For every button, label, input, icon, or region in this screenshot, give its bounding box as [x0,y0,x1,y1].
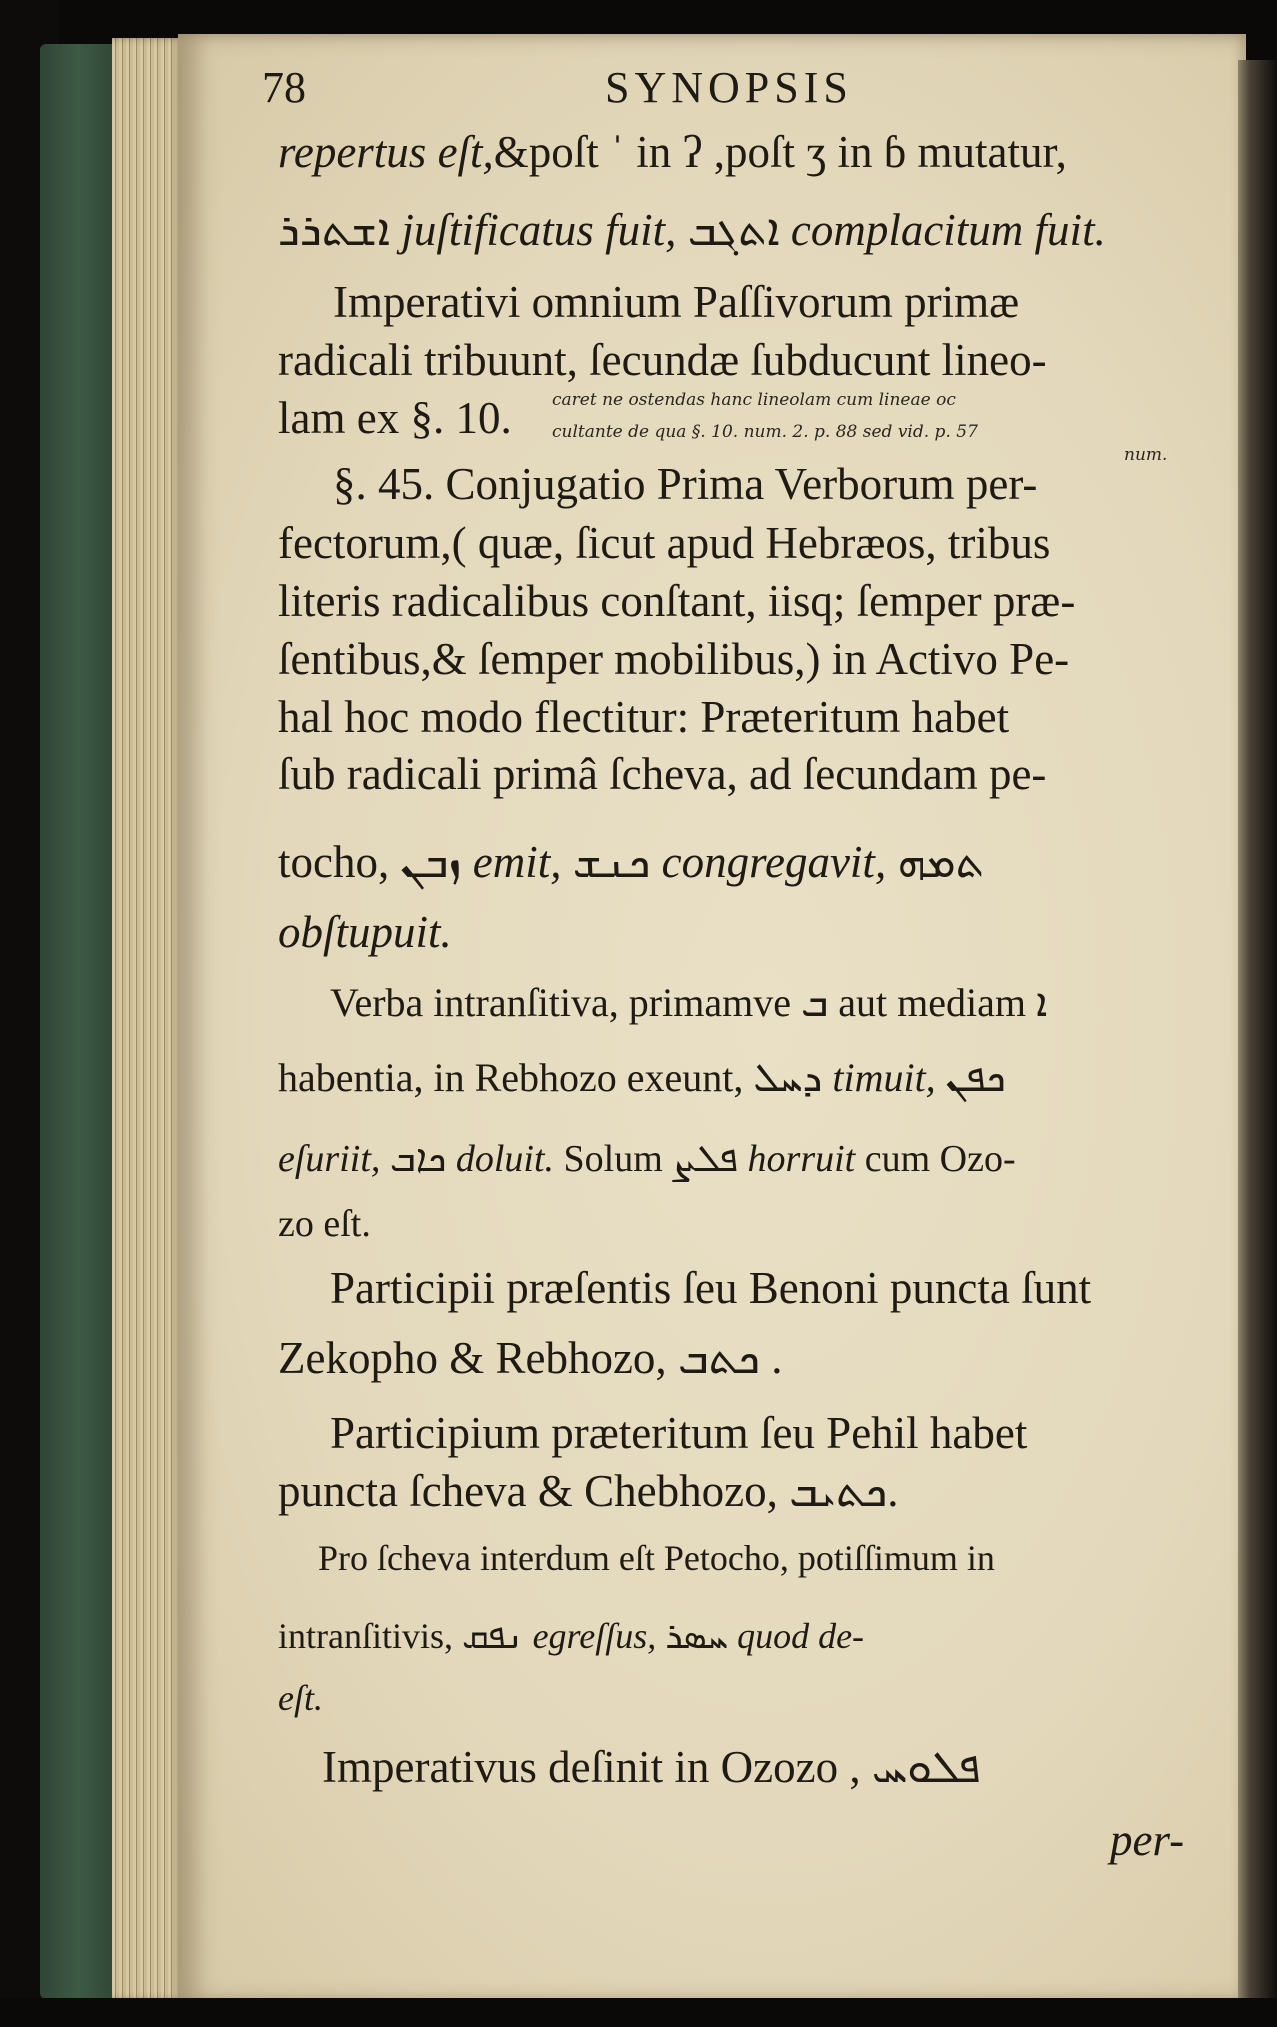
gloss: complacitum fuit. [779,205,1106,255]
syriac-word: ܐܬܓܒ [687,205,780,255]
line-12-roman: tocho, [278,837,401,887]
text-line-3: Imperativi omnium Paſſivorum primæ [333,277,1020,327]
text-line-9: ſentibus,& ſemper mobilibus,) in Activo Pe- [278,634,1070,684]
syriac-word: ܢܦܩ [462,1616,524,1656]
line-16-roman: Solum [554,1138,673,1180]
text-line-24: eſt. [278,1678,323,1718]
line-4-part-b: , ſecundæ ſubducunt lineo- [566,335,1047,385]
text-line-14: Verba intranſitiva, primamve ܒ aut mediam ܐ [330,980,1048,1025]
text-line-20: Participium præteritum ſeu Pehil habet [330,1408,1028,1458]
catchword: per- [1110,1815,1185,1865]
line-16-roman-end: cum Ozo- [855,1138,1016,1180]
gloss: quod de- [728,1616,865,1656]
syriac-word: ܟܬܒ [677,1333,760,1383]
text-line-21 [278,1466,899,1516]
syriac-word: ܟܬܝܒ [789,1466,888,1516]
syriac-word: ܚܣܪ [665,1616,729,1656]
line-19-end: . [759,1333,783,1383]
text-line-2 [278,205,1106,255]
text-line-5: lam ex §. 10. [278,393,512,443]
text-line-13: obſtupuit. [278,907,452,957]
syriac-word: ܦܠܘܚ [871,1742,981,1792]
text-line-4 [278,335,1047,385]
line-1-italic: repertus eſt, [278,127,494,177]
text-line-17: zo eſt. [278,1203,371,1245]
line-15-roman: habentia, in Rebhozo exeunt, [278,1055,754,1100]
syriac-word: ܕܚܠ [753,1055,823,1100]
text-line-1 [278,127,1067,177]
page-number: 78 [262,63,306,112]
text-line-18: Participii præſentis ſeu Benoni puncta ſunt [330,1263,1092,1313]
gloss: juſtificatus fuit, [390,205,688,255]
syriac-word: ܟܦܢ [945,1055,1006,1100]
syriac-word: ܬܡܗ [897,837,985,887]
line-1-roman: &poſt ˈ in ʔ ,poſt ʒ in ɓ mutatur, [493,127,1067,177]
page-gutter-shadow [1238,60,1277,2000]
syriac-word: ܙܒܢ [400,837,462,887]
text-line-8: literis radicalibus conſtant, iisq; ſemper præ- [278,576,1076,626]
syriac-word: ܟܐܒ [389,1138,447,1180]
text-line-25 [322,1742,981,1792]
text-line-23 [278,1618,864,1654]
text-line-22: Pro ſcheva interdum eſt Petocho, potiſſimum in [318,1538,995,1578]
text-line-16 [278,1140,1016,1178]
text-line-19 [278,1333,783,1383]
syriac-word: ܟܢܫ [572,837,651,887]
line-21-end: . [887,1466,899,1516]
page-stack-edge [112,38,184,2000]
section-heading-line: §. 45. Conjugatio Prima Verborum per- [333,459,1038,509]
text-line-11: ſub radicali primâ ſcheva, ad ſecundam pe- [278,749,1047,799]
gloss: horruit [738,1138,856,1180]
gloss: emit, [461,837,573,887]
line-4-part-a: radicali tribuunt [278,335,567,385]
line-25-roman: Imperativus deſinit in Ozozo , [322,1742,872,1792]
handwritten-note-line-1: caret ne ostendas hanc lineolam cum lineae oc [552,390,956,410]
gloss: doluit. [446,1138,555,1180]
text-line-12 [278,837,985,887]
running-title: SYNOPSIS [605,63,853,112]
gloss: timuit, [822,1055,946,1100]
gloss: congregavit, [650,837,898,887]
line-19-roman: Zekopho & Rebhozo, [278,1333,678,1383]
gloss: egreſſus, [523,1616,666,1656]
text-line-15 [278,1055,1006,1100]
syriac-word: ܦܠܨ [672,1138,739,1180]
syriac-word: ܐܫܬܪܪ [278,205,391,255]
line-21-roman: puncta ſcheva & Chebhozo, [278,1466,790,1516]
gloss: eſuriit, [278,1138,390,1180]
background-bottom [0,1998,1277,2027]
line-23-roman: intranſitivis, [278,1616,462,1656]
handwritten-note-line-2: cultante de qua §. 10. num. 2. p. 88 sed vid. p. 57 [552,422,978,442]
handwritten-note-line-3: num. [1124,445,1168,465]
text-line-10: hal hoc modo flectitur: Præteritum habet [278,692,1010,742]
text-line-7: fectorum,( quæ, ſicut apud Hebræos, tribus [278,518,1051,568]
